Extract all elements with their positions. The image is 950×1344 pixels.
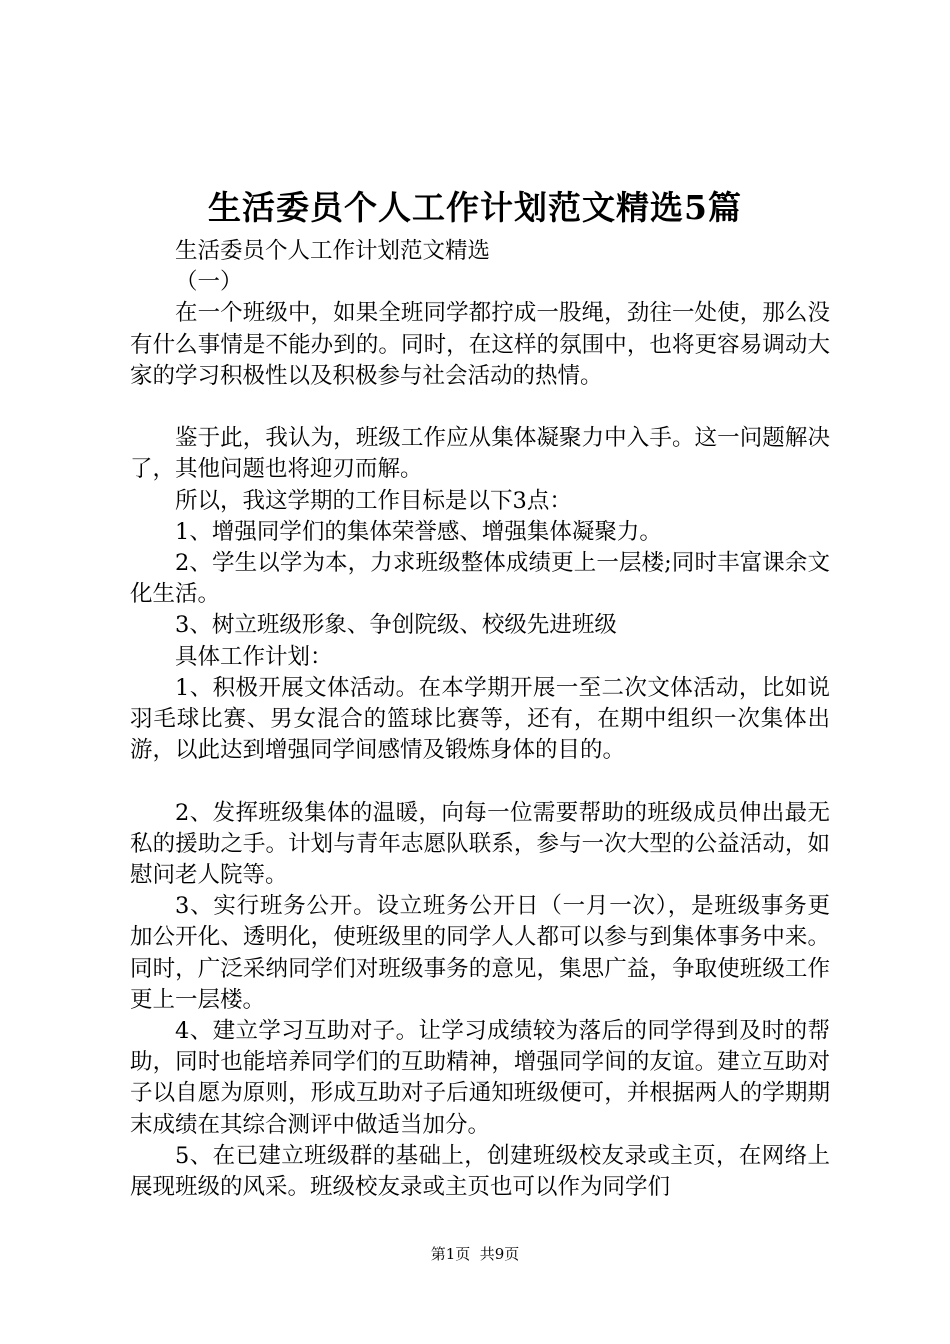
paragraph-goal-3: 3、树立班级形象、争创院级、校级先进班级: [175, 612, 617, 639]
paragraph-plan-5: 5、在已建立班级群的基础上，创建班级校友录或主页，在网络上展现班级的风采。班级校友录或主页也可以作为同学们: [130, 1142, 830, 1201]
paragraph-goal-2: 2、学生以学为本，力求班级整体成绩更上一层楼;同时丰富课余文化生活。: [130, 550, 830, 608]
document-body: [130, 236, 830, 1203]
paragraph-plan-3: 3、实行班务公开。设立班务公开日（一月一次），是班级事务更加公开化、透明化，使班级里的同学人人都可以参与到集体事务中来。同时，广泛采纳同学们对班级事务的意见，集思广益，争取使班级工作更上一层楼。: [130, 893, 830, 1013]
paragraph-plan-1: 1、积极开展文体活动。在本学期开展一至二次文体活动，比如说羽毛球比赛、男女混合的篮球比赛等，还有，在期中组织一次集体出游，以此达到增强同学间感情及锻炼身体的目的。: [130, 674, 830, 764]
paragraph-plan-heading: 具体工作计划：: [175, 643, 333, 670]
paragraph-goals-heading: 所以，我这学期的工作目标是以下3点：: [175, 487, 572, 514]
paragraph-plan-4: 4、建立学习互助对子。让学习成绩较为落后的同学得到及时的帮助，同时也能培养同学们的互助精神，增强同学间的友谊。建立互助对子以自愿为原则，形成互助对子后通知班级便可，并根据两人的学期期末成绩在其综合测评中做适当加分。: [130, 1018, 830, 1138]
paragraph-subtitle: 生活委员个人工作计划范文精选: [175, 238, 491, 264]
paragraph-intro: 在一个班级中，如果全班同学都拧成一股绳，劲往一处使，那么没有什么事情是不能办到的。同时，在这样的氛围中，也将更容易调动大家的学习积极性以及积极参与社会活动的热情。: [130, 300, 830, 389]
paragraph-focus: 鉴于此，我认为，班级工作应从集体凝聚力中入手。这一问题解决了，其他问题也将迎刃而解。: [130, 425, 830, 483]
paragraph-section-number: （一）: [175, 269, 243, 296]
paragraph-plan-2: 2、发挥班级集体的温暖，向每一位需要帮助的班级成员伸出最无私的援助之手。计划与青年志愿队联系，参与一次大型的公益活动，如慰问老人院等。: [130, 799, 830, 889]
page-number-footer: 第1页 共9页: [430, 1245, 520, 1263]
document-title: 生活委员个人工作计划范文精选5篇: [208, 188, 742, 227]
paragraph-goal-1: 1、增强同学们的集体荣誉感、增强集体凝聚力。: [175, 518, 662, 545]
